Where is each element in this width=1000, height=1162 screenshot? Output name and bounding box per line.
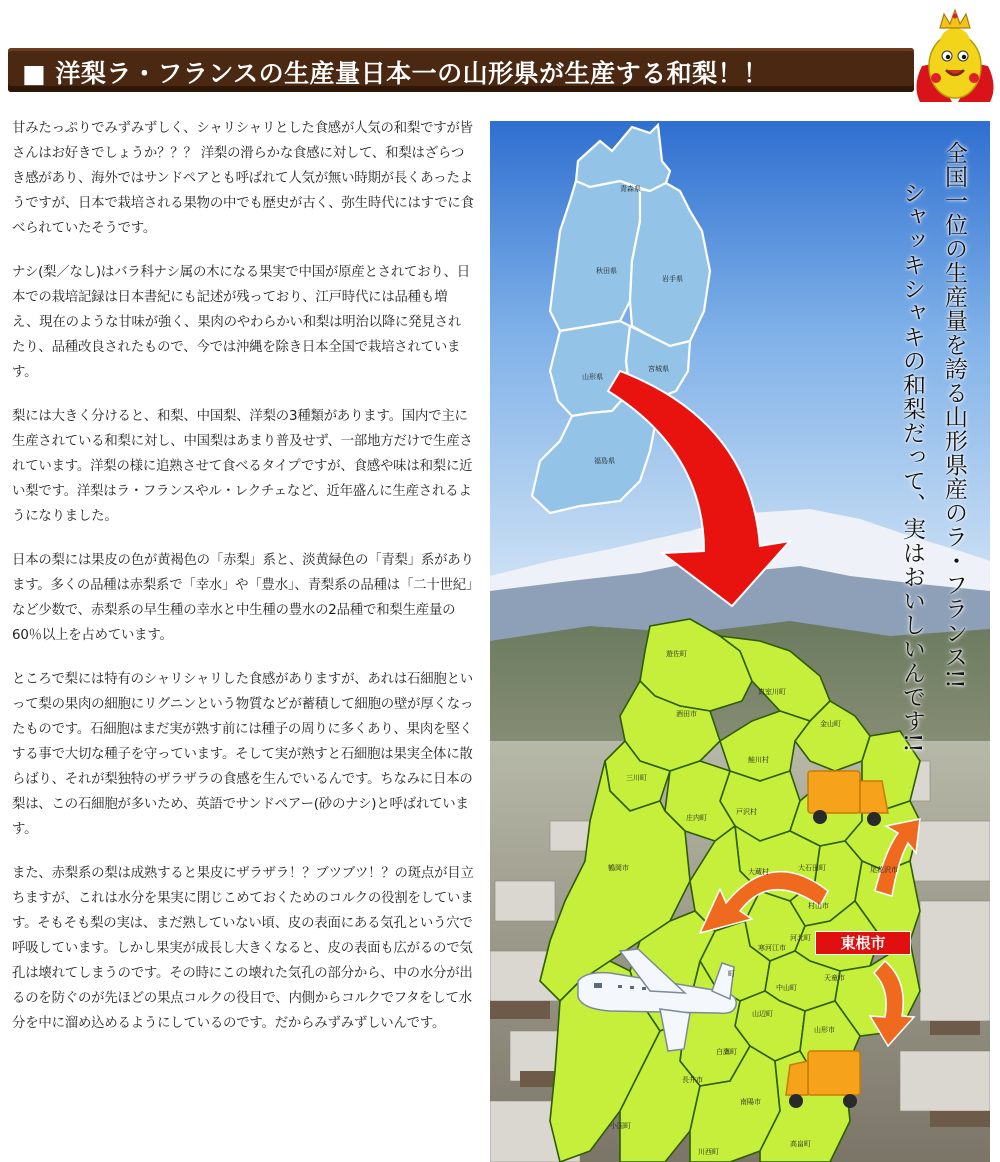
- map-label: 南陽市: [740, 1098, 761, 1106]
- map-label: 戸沢村: [736, 808, 757, 816]
- pear-mascot-icon: [912, 6, 998, 104]
- header-banner: [8, 48, 914, 92]
- map-label: 町: [728, 970, 735, 978]
- map-label: 中山町: [776, 984, 797, 992]
- map-label: 河北町: [790, 934, 811, 942]
- map-label: 秋田県: [596, 267, 617, 275]
- map-label: 庄内町: [686, 814, 707, 822]
- map-label: 青森県: [620, 185, 641, 193]
- paragraph: 梨には大きく分けると、和梨、中国梨、洋梨の3種類があります。国内で主に生産されている和梨に対し、中国梨はあまり普及せず、一部地方だけで生産されています。洋梨の様に追熟させて食べるタイプですが、食感や味は和梨に近い梨です。洋梨はラ・フランスやル・レクチェなど、近年盛んに生産されるようになりました。: [12, 409, 473, 524]
- headline-vertical: 全国一位の生産量を誇る山形県産のラ・フランス!!: [941, 141, 967, 690]
- map-label: 山辺町: [752, 1010, 773, 1018]
- map-label: 山形県: [582, 373, 603, 381]
- map-label: 福島県: [594, 457, 615, 465]
- map-label: 天童市: [824, 974, 845, 982]
- map-label: 川西町: [698, 1148, 719, 1156]
- page-title: ■ 洋梨ラ・フランスの生産量日本一の山形県が生産する和梨！！: [22, 59, 769, 88]
- map-label: 鮭川村: [748, 756, 769, 764]
- city-tag: 東根市: [815, 931, 911, 955]
- map-label: 三川町: [626, 774, 647, 782]
- map-label: 長井市: [682, 1076, 703, 1084]
- paragraph: ナシ(梨／なし)はバラ科ナシ属の木になる果実で中国が原産とされており、日本での栽培記録は日本書紀にも記述が残っており、江戸時代には品種も増え、現在のような甘味が強く、果肉のやわらかい和梨は明治以降に発見されたり、品種改良されたもので、今では沖縄を除き日本全国で栽培されています。: [12, 265, 470, 380]
- map-label: 大蔵村: [748, 868, 769, 876]
- paragraph: 日本の梨には果皮の色が黄褐色の「赤梨」系と、淡黄緑色の「青梨」系があります。多くの品種は赤梨系で「幸水」や「豊水」、青梨系の品種は「二十世紀」など少数で、赤梨系の早生種の幸水と中生種の豊水の2品種で和梨生産量の60％以上を占めています。: [12, 553, 474, 643]
- map-label: 大石田町: [798, 864, 826, 872]
- paragraph: ところで梨には特有のシャリシャリした食感がありますが、あれは石細胞といって梨の果肉の細胞にリグニンという物質などが蓄積して細胞の壁が厚くなったものです。石細胞はまだ実が熟す前には種子の周りに多くあり、果肉を堅くする事で大切な種子を守っています。そして実が熟すと石細胞は果実全体に散らばり、それが梨独特のザラザラの食感を生んでいるんです。ちなみに日本の梨は、この石細胞が多いため、英語でサンドペアー(砂のナシ)と呼ばれています。: [12, 672, 474, 837]
- map-label: 岩手県: [662, 275, 683, 283]
- map-label: 小国町: [610, 1122, 631, 1130]
- map-label: 金山町: [820, 720, 841, 728]
- map-label: 尾花沢市: [870, 866, 898, 874]
- map-label: 村山市: [808, 902, 829, 910]
- map-label: 真室川町: [758, 688, 786, 696]
- map-label: 寒河江市: [758, 944, 786, 952]
- map-label: 山形市: [814, 1026, 835, 1034]
- map-label: 宮城県: [648, 365, 669, 373]
- map-label: 白鷹町: [716, 1048, 737, 1056]
- map-label: 遊佐町: [666, 650, 687, 658]
- headline-vertical: シャッキシャキの和梨だって、実はおいしいんです!!: [899, 181, 925, 754]
- yamagata-map-illustration: [490, 121, 990, 1162]
- map-label: 高畠町: [790, 1140, 811, 1148]
- map-label: 鶴岡市: [608, 864, 629, 872]
- article-body: [12, 116, 474, 1055]
- paragraph: 甘みたっぷりでみずみずしく、シャリシャリとした食感が人気の和梨ですが皆さんはお好きでしょうか？？？ 洋梨の滑らかな食感に対して、和梨はざらつき感があり、海外ではサンドペアとも呼ばれて人気が無い時期が長くあったようですが、日本で栽培される果物の中でも歴史が古く、弥生時代にはすでに食べられていたそうです。: [12, 121, 474, 236]
- map-label: 酒田市: [676, 710, 697, 718]
- paragraph: また、赤梨系の梨は成熟すると果皮にザラザラ！？ブツブツ！？の斑点が目立ちますが、これは水分を果実に閉じこめておくためのコルクの役割をしています。そもそも梨の実は、まだ熟していない頃、皮の表面にある気孔という穴で呼吸しています。しかし果実が成長し大きくなると、皮の表面も広がるので気孔は壊れてしまうのです。その時にこの壊れた気孔の部分から、中の水分が出るのを防ぐのが先ほどの果点コルクの役目で、内側からコルクでフタをして水分を中に溜め込めるようにしているのです。だからみずみずしいんです。: [12, 866, 474, 1031]
